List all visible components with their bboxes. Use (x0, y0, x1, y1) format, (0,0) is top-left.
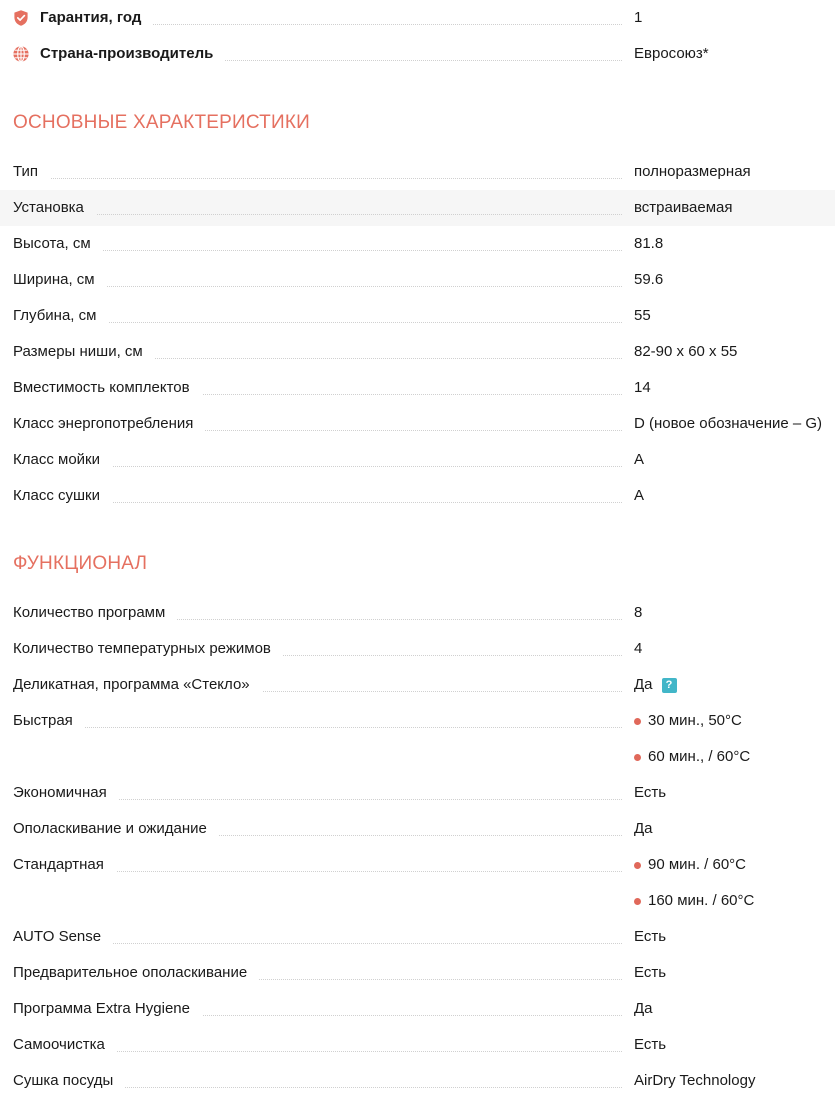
spec-row (0, 811, 835, 847)
spec-value-cell (634, 847, 746, 883)
spec-value-cell (634, 262, 663, 298)
bullet-dot-icon (634, 754, 641, 761)
spec-row (0, 262, 835, 298)
spec-value: 90 мин. / 60°C (648, 856, 747, 873)
spec-row (0, 847, 835, 883)
spec-value-cell (634, 334, 737, 370)
spec-value: 160 мин. / 60°C (648, 892, 755, 909)
spec-value: встраиваемая (634, 199, 733, 216)
spec-value: Есть (634, 964, 667, 981)
spec-label-cell (0, 811, 622, 847)
spec-value-cell (634, 154, 751, 190)
shield-check-icon (12, 9, 30, 27)
dot-leader (12, 178, 622, 179)
main-specs-list (0, 154, 835, 514)
spec-value: A (634, 487, 645, 504)
spec-value: Есть (634, 928, 667, 945)
spec-value: 4 (634, 640, 643, 657)
spec-value: Да (634, 676, 653, 693)
spec-value: 59.6 (634, 271, 664, 288)
spec-value-cell (634, 811, 653, 847)
spec-label-cell (0, 226, 622, 262)
spec-value: 82-90 x 60 x 55 (634, 343, 738, 360)
spec-row (0, 442, 835, 478)
spec-row (0, 190, 835, 226)
spec-row (0, 703, 835, 739)
bullet-dot-icon (634, 718, 641, 725)
globe-icon (12, 45, 30, 63)
spec-value-cell (634, 406, 822, 442)
spec-label-cell (0, 991, 622, 1027)
bullet-dot-icon (634, 862, 641, 869)
top-specs (0, 0, 835, 72)
spec-row (0, 370, 835, 406)
spec-label-cell (0, 262, 622, 298)
spec-row (0, 991, 835, 1027)
spec-value: Евросоюз* (634, 45, 709, 62)
spec-label-cell (0, 406, 622, 442)
spec-value-cell (634, 190, 733, 226)
spec-value-cell (634, 883, 754, 919)
spec-label-cell (0, 955, 622, 991)
spec-label: Быстрая (0, 712, 85, 730)
spec-row (0, 1063, 835, 1099)
spec-label: Гарантия, год (0, 9, 153, 27)
spec-value-cell (634, 739, 750, 775)
spec-label-cell (0, 442, 622, 478)
spec-row (0, 154, 835, 190)
func-specs-list (0, 595, 835, 1099)
spec-label-cell (0, 478, 622, 514)
bullet-dot-icon (634, 898, 641, 905)
spec-label: AUTO Sense (0, 928, 113, 946)
spec-label: Страна-производитель (0, 45, 225, 63)
spec-value-cell (634, 919, 666, 955)
spec-value-cell (634, 703, 742, 739)
spec-label-cell (0, 190, 622, 226)
spec-value-cell (634, 226, 663, 262)
spec-label: Экономичная (0, 784, 119, 802)
spec-row (0, 955, 835, 991)
spec-value-cell (634, 775, 666, 811)
spec-label: Высота, см (0, 235, 103, 253)
spec-label-cell (0, 847, 622, 883)
spec-label: Класс энергопотребления (0, 415, 205, 433)
spec-value: 1 (634, 9, 643, 26)
spec-label-cell (0, 631, 622, 667)
spec-label: Самоочистка (0, 1036, 117, 1054)
spec-value: 60 мин., / 60°C (648, 748, 751, 765)
spec-row (0, 406, 835, 442)
spec-label: Ополаскивание и ожидание (0, 820, 219, 838)
spec-value: 55 (634, 307, 651, 324)
spec-label-cell (0, 919, 622, 955)
spec-row (0, 739, 835, 775)
spec-row (0, 1027, 835, 1063)
spec-label-cell (0, 667, 622, 703)
spec-label-cell (0, 1063, 622, 1099)
spec-label-cell (0, 154, 622, 190)
spec-row (0, 883, 835, 919)
spec-label: Глубина, см (0, 307, 108, 325)
spec-value: Есть (634, 784, 667, 801)
spec-value: A (634, 451, 645, 468)
spec-row (0, 667, 835, 703)
spec-value-cell (634, 370, 651, 406)
spec-label-cell (0, 298, 622, 334)
spec-label-cell (0, 775, 622, 811)
spec-value: 81.8 (634, 235, 664, 252)
spec-row (0, 775, 835, 811)
spec-label-cell (0, 703, 622, 739)
spec-row (0, 298, 835, 334)
spec-value: Есть (634, 1036, 667, 1053)
spec-value: AirDry Technology (634, 1072, 756, 1089)
spec-value: полноразмерная (634, 163, 751, 180)
spec-row (0, 919, 835, 955)
spec-label-cell (0, 370, 622, 406)
spec-label: Количество программ (0, 604, 177, 622)
spec-label: Класс сушки (0, 487, 112, 505)
spec-value-cell (634, 298, 651, 334)
dot-leader (12, 250, 622, 251)
spec-value: 8 (634, 604, 643, 621)
help-question-icon[interactable]: ? (662, 678, 677, 693)
spec-row-country (0, 36, 835, 72)
spec-value: D (новое обозначение – G) (634, 415, 823, 432)
spec-value-cell (634, 478, 644, 514)
spec-label-cell (0, 1027, 622, 1063)
spec-value: 14 (634, 379, 651, 396)
spec-value-cell (634, 991, 653, 1027)
dot-leader (12, 727, 622, 728)
spec-row (0, 595, 835, 631)
spec-row (0, 478, 835, 514)
spec-value-cell (634, 595, 642, 631)
spec-value-cell (634, 1027, 666, 1063)
spec-label-cell (0, 739, 622, 775)
section-title-main: ОСНОВНЫЕ ХАРАКТЕРИСТИКИ (13, 112, 310, 133)
spec-value-cell (634, 955, 666, 991)
spec-value-cell (634, 442, 644, 478)
spec-label: Сушка посуды (0, 1072, 125, 1090)
spec-label-cell (0, 883, 622, 919)
spec-value-cell (634, 1063, 755, 1099)
spec-value-cell (634, 631, 642, 667)
spec-label: Предварительное ополаскивание (0, 964, 259, 982)
spec-label: Вместимость комплектов (0, 379, 202, 397)
spec-value: Да (634, 1000, 653, 1017)
spec-value: Да (634, 820, 653, 837)
spec-label: Ширина, см (0, 271, 107, 289)
spec-label-cell (0, 595, 622, 631)
spec-label: Деликатная, программа «Стекло» (0, 676, 262, 694)
spec-label: Класс мойки (0, 451, 112, 469)
section-title-func: ФУНКЦИОНАЛ (13, 553, 148, 574)
spec-row (0, 334, 835, 370)
spec-label: Установка (0, 199, 96, 217)
spec-label: Размеры ниши, см (0, 343, 155, 361)
spec-row (0, 631, 835, 667)
spec-label: Программа Extra Hygiene (0, 1000, 202, 1018)
spec-row (0, 226, 835, 262)
spec-row-warranty (0, 0, 835, 36)
spec-value: 30 мин., 50°C (648, 712, 742, 729)
spec-value-cell (634, 667, 677, 703)
spec-label: Количество температурных режимов (0, 640, 283, 658)
spec-label: Тип (0, 163, 50, 181)
spec-label: Стандартная (0, 856, 116, 874)
spec-label-cell (0, 334, 622, 370)
dot-leader (12, 214, 622, 215)
